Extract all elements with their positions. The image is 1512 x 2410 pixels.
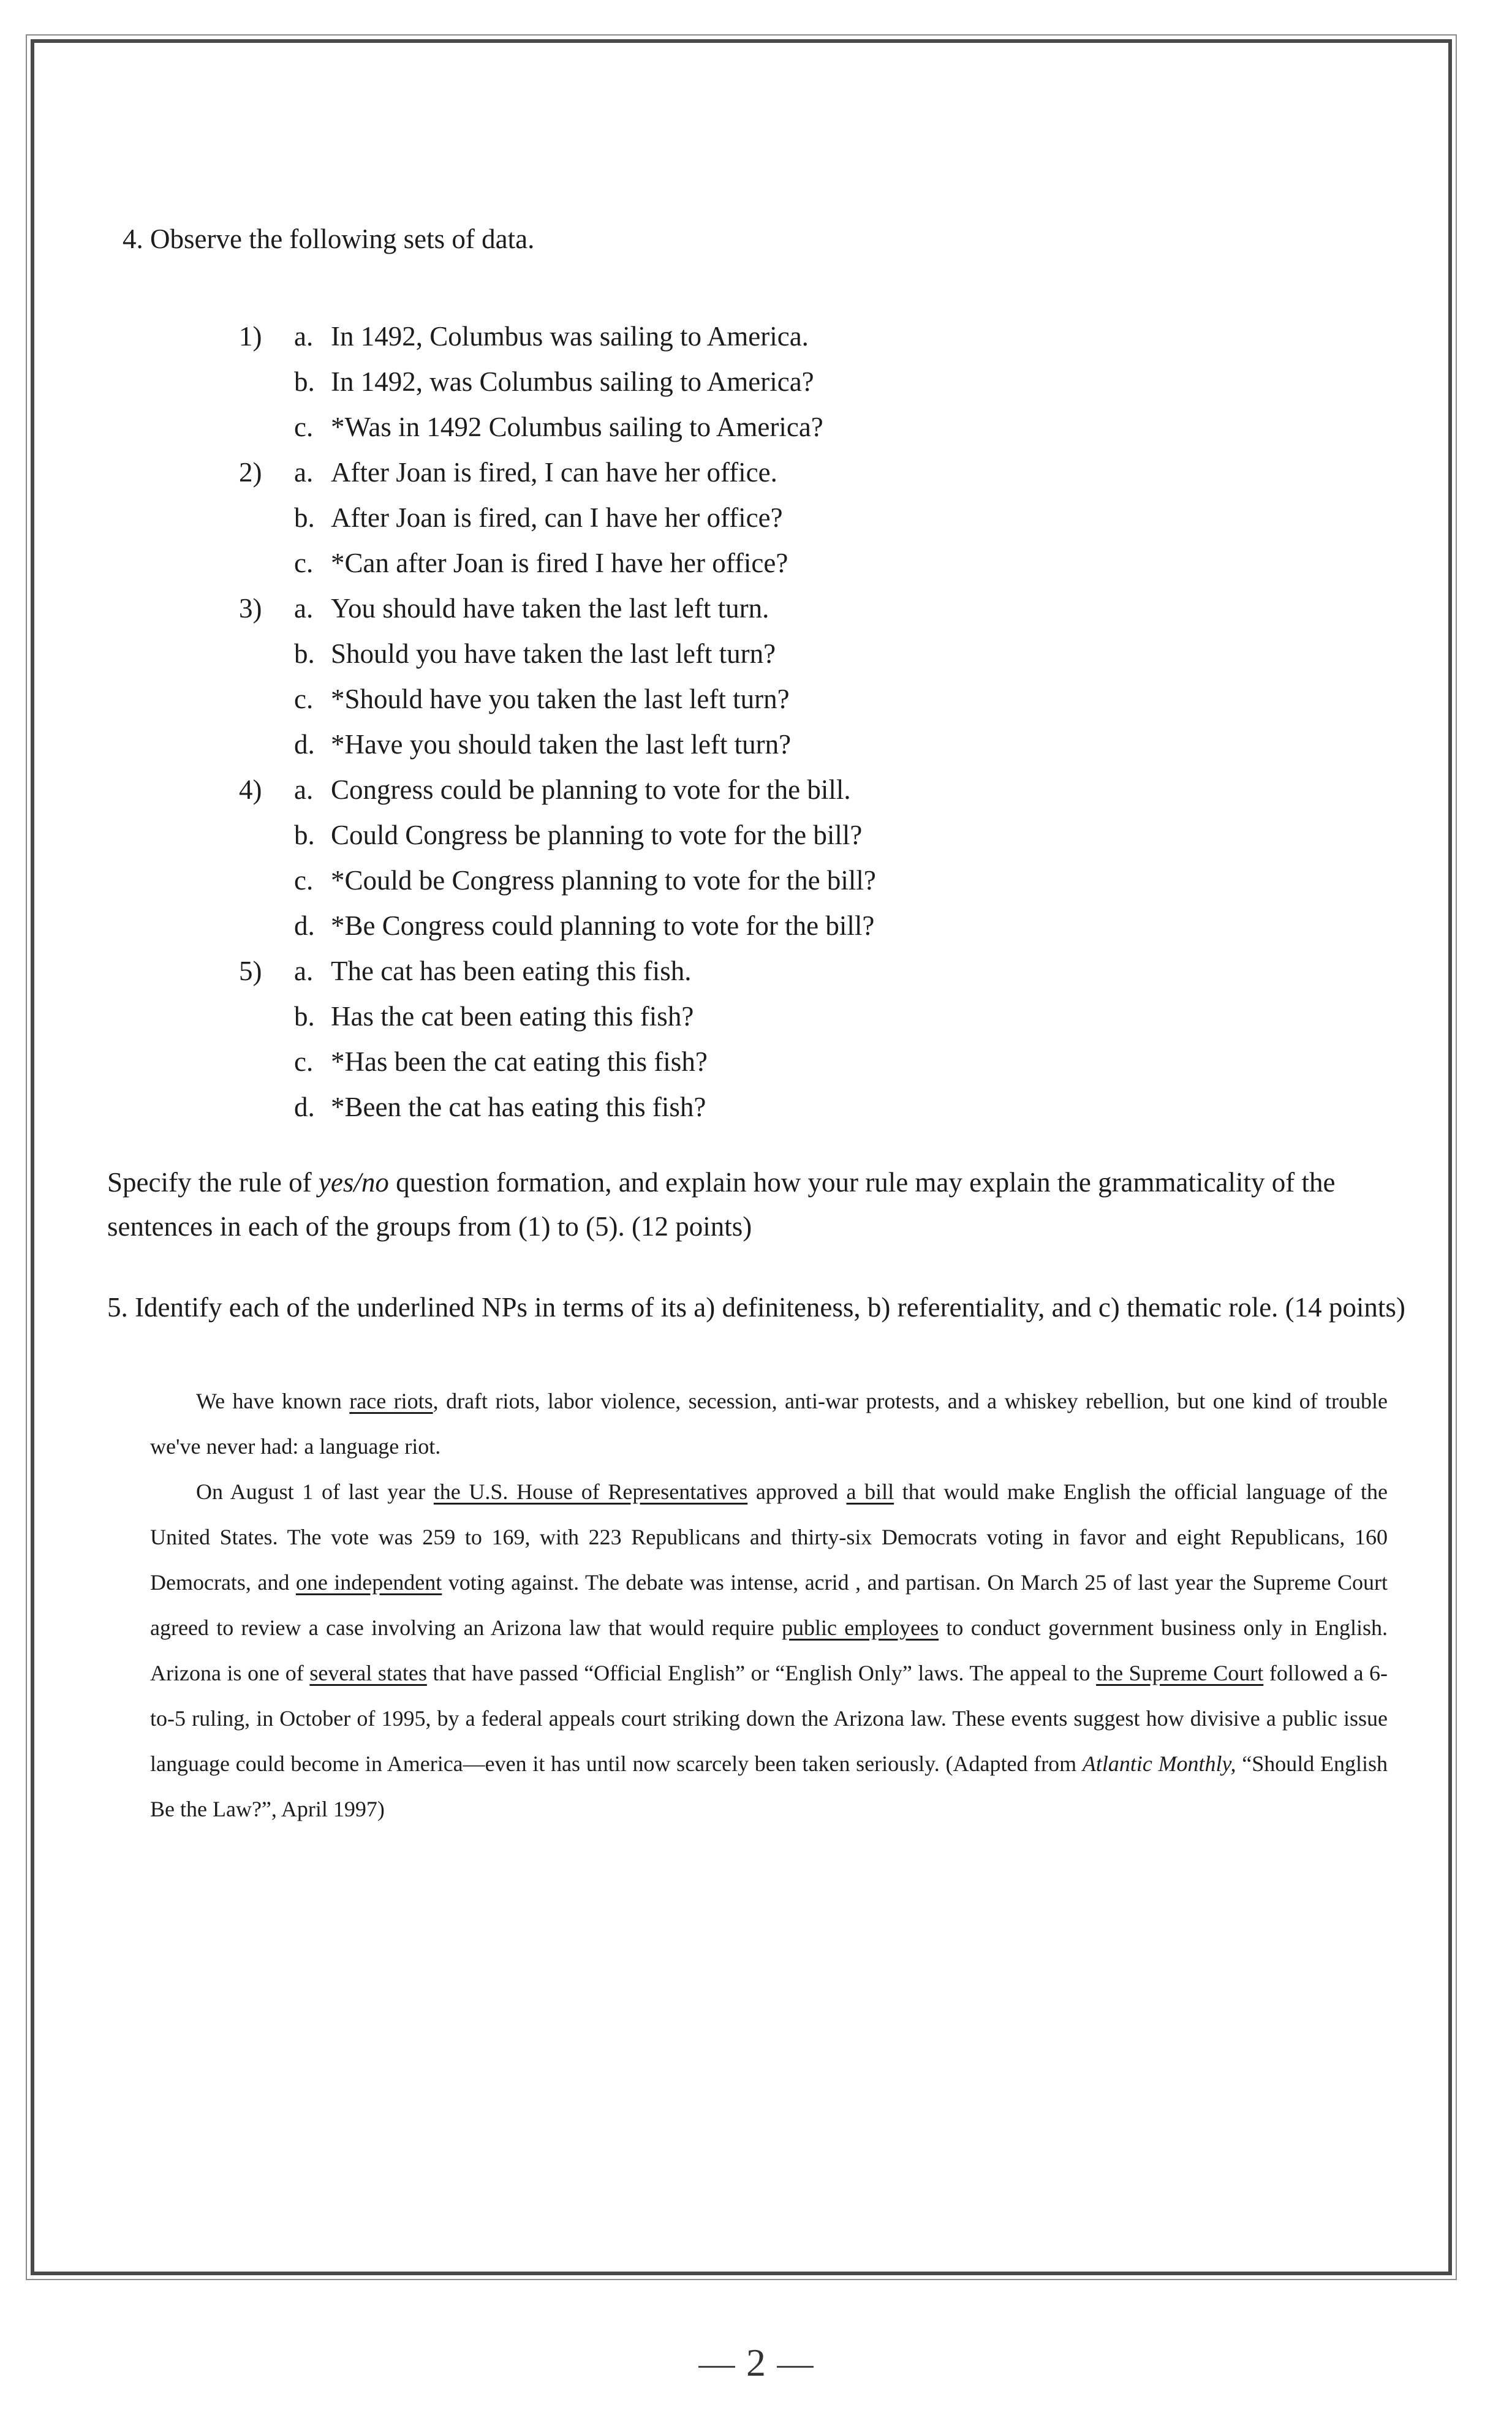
underlined-np: several states [309, 1661, 427, 1685]
item-letter: a. [294, 321, 314, 352]
instruction-text: Specify the rule of [107, 1167, 319, 1198]
passage-text: voting against. The debate was intense, acrid , and partisan. On March 25 of last year the Supreme Court agreed to review a case involving an Arizona law that would require [150, 1570, 1388, 1640]
item-letter: a. [294, 457, 314, 488]
item-letter: b. [294, 638, 315, 669]
data-set-item [239, 994, 1406, 1039]
group-number [239, 722, 294, 767]
item-letter: c. [294, 412, 314, 442]
data-set-item [239, 948, 1406, 994]
item-sentence: Could Congress be planning to vote for the bill? [331, 820, 863, 850]
data-set-item [239, 676, 1406, 722]
data-set-item [239, 314, 1406, 359]
group-number [239, 858, 294, 903]
data-set-item [239, 858, 1406, 903]
data-set-item [239, 359, 1406, 404]
group-number: 1) [239, 321, 262, 352]
item-sentence: Congress could be planning to vote for the bill. [331, 774, 851, 805]
item-sentence: After Joan is fired, I can have her office. [331, 457, 777, 488]
exam-content [107, 221, 1406, 1832]
passage-text: that have passed “Official English” or “English Only” laws. The appeal to [426, 1661, 1097, 1685]
item-sentence: The cat has been eating this fish. [331, 956, 692, 986]
item-sentence: *Has been the cat eating this fish? [331, 1046, 708, 1077]
data-set-item [239, 495, 1406, 540]
reading-passage [150, 1378, 1388, 1832]
passage-text: that would make English the official language of the United States. The vote was 259 to 169, with 223 Republicans and thirty-six Democrats voting in favor and eight Republicans, 160 Democrats, and [150, 1479, 1388, 1595]
passage-text: followed a 6-to-5 ruling, in October of 1995, by a federal appeals court striking down the Arizona law. These events suggest how divisive a public issue language could become in America—even it has until now scarcely been taken seriously. (Adapted from [150, 1661, 1388, 1776]
page-number-dash-right [777, 2366, 814, 2368]
group-number [239, 540, 294, 586]
underlined-np: public employees [781, 1615, 939, 1640]
data-set-item [239, 1039, 1406, 1084]
source-title: Atlantic Monthly, [1082, 1751, 1236, 1776]
data-sets [239, 314, 1406, 1130]
underlined-np: a bill [846, 1479, 894, 1504]
page-number-dash-left [698, 2366, 735, 2368]
underlined-np: the U.S. House of Representatives [433, 1479, 748, 1504]
passage-text: On August 1 of last year [196, 1479, 434, 1504]
item-letter: d. [294, 910, 315, 941]
group-number [239, 676, 294, 722]
passage-text: , draft riots, labor violence, secession, anti-war protests, and a whiskey rebellion, but one kind of trouble we've never had: a language riot. [150, 1389, 1388, 1459]
data-set-item [239, 903, 1406, 948]
item-sentence: After Joan is fired, can I have her office? [331, 502, 783, 533]
group-number [239, 903, 294, 948]
group-number: 4) [239, 774, 262, 805]
item-letter: b. [294, 820, 315, 850]
data-set-item [239, 1084, 1406, 1130]
group-number: 5) [239, 956, 262, 986]
underlined-np: race riots [349, 1389, 433, 1413]
group-number [239, 495, 294, 540]
item-letter: b. [294, 366, 315, 397]
group-number [239, 1084, 294, 1130]
group-number [239, 631, 294, 676]
data-set-item [239, 767, 1406, 812]
item-letter: a. [294, 956, 314, 986]
item-sentence: Should you have taken the last left turn? [331, 638, 776, 669]
data-set-item [239, 812, 1406, 858]
underlined-np: one independent [295, 1570, 442, 1595]
data-set-item [239, 722, 1406, 767]
group-number: 3) [239, 593, 262, 624]
item-sentence: *Was in 1492 Columbus sailing to America? [331, 412, 823, 442]
group-number [239, 1039, 294, 1084]
question-4-instruction [107, 1160, 1406, 1248]
passage-text: to conduct government business only in English. Arizona is one of [150, 1615, 1388, 1685]
instruction-text-rest: question formation, and explain how your rule may explain the grammaticality of the sentences in each of the groups from (1) to (5). (12 points) [107, 1167, 1336, 1242]
item-letter: b. [294, 502, 315, 533]
passage-text: approved [747, 1479, 847, 1504]
item-sentence: *Should have you taken the last left turn? [331, 684, 790, 714]
passage-paragraph-1 [150, 1378, 1388, 1469]
group-number [239, 812, 294, 858]
passage-text: “Should English Be the Law?”, April 1997) [150, 1751, 1388, 1821]
item-sentence: *Could be Congress planning to vote for the bill? [331, 865, 876, 896]
item-sentence: In 1492, was Columbus sailing to America? [331, 366, 814, 397]
item-letter: b. [294, 1001, 315, 1032]
item-letter: c. [294, 865, 314, 896]
data-set-item [239, 586, 1406, 631]
item-sentence: *Have you should taken the last left turn? [331, 729, 792, 760]
item-sentence: In 1492, Columbus was sailing to America. [331, 321, 809, 352]
group-number [239, 994, 294, 1039]
item-letter: d. [294, 729, 315, 760]
item-letter: c. [294, 684, 314, 714]
group-number [239, 404, 294, 450]
data-set-item [239, 404, 1406, 450]
item-letter: c. [294, 1046, 314, 1077]
item-letter: a. [294, 593, 314, 624]
passage-paragraph-2 [150, 1469, 1388, 1832]
data-set-item [239, 540, 1406, 586]
item-sentence: Has the cat been eating this fish? [331, 1001, 694, 1032]
underlined-np: the Supreme Court [1096, 1661, 1264, 1685]
item-letter: d. [294, 1092, 315, 1122]
item-letter: a. [294, 774, 314, 805]
data-set-item [239, 450, 1406, 495]
passage-text: We have known [196, 1389, 350, 1413]
question-5-heading: 5. Identify each of the underlined NPs in terms of its a) definiteness, b) referentiality, and c) thematic role. (14 points) [107, 1292, 1405, 1323]
data-set-item [239, 631, 1406, 676]
group-number [239, 359, 294, 404]
item-sentence: *Be Congress could planning to vote for the bill? [331, 910, 875, 941]
question-4-heading: 4. Observe the following sets of data. [123, 224, 535, 254]
item-sentence: You should have taken the last left turn. [331, 593, 769, 624]
item-letter: c. [294, 548, 314, 578]
group-number: 2) [239, 457, 262, 488]
page-number [0, 2340, 1512, 2385]
item-sentence: *Can after Joan is fired I have her office? [331, 548, 788, 578]
page-number-text: 2 [746, 2341, 766, 2384]
instruction-italic: yes/no [318, 1167, 389, 1198]
item-sentence: *Been the cat has eating this fish? [331, 1092, 706, 1122]
